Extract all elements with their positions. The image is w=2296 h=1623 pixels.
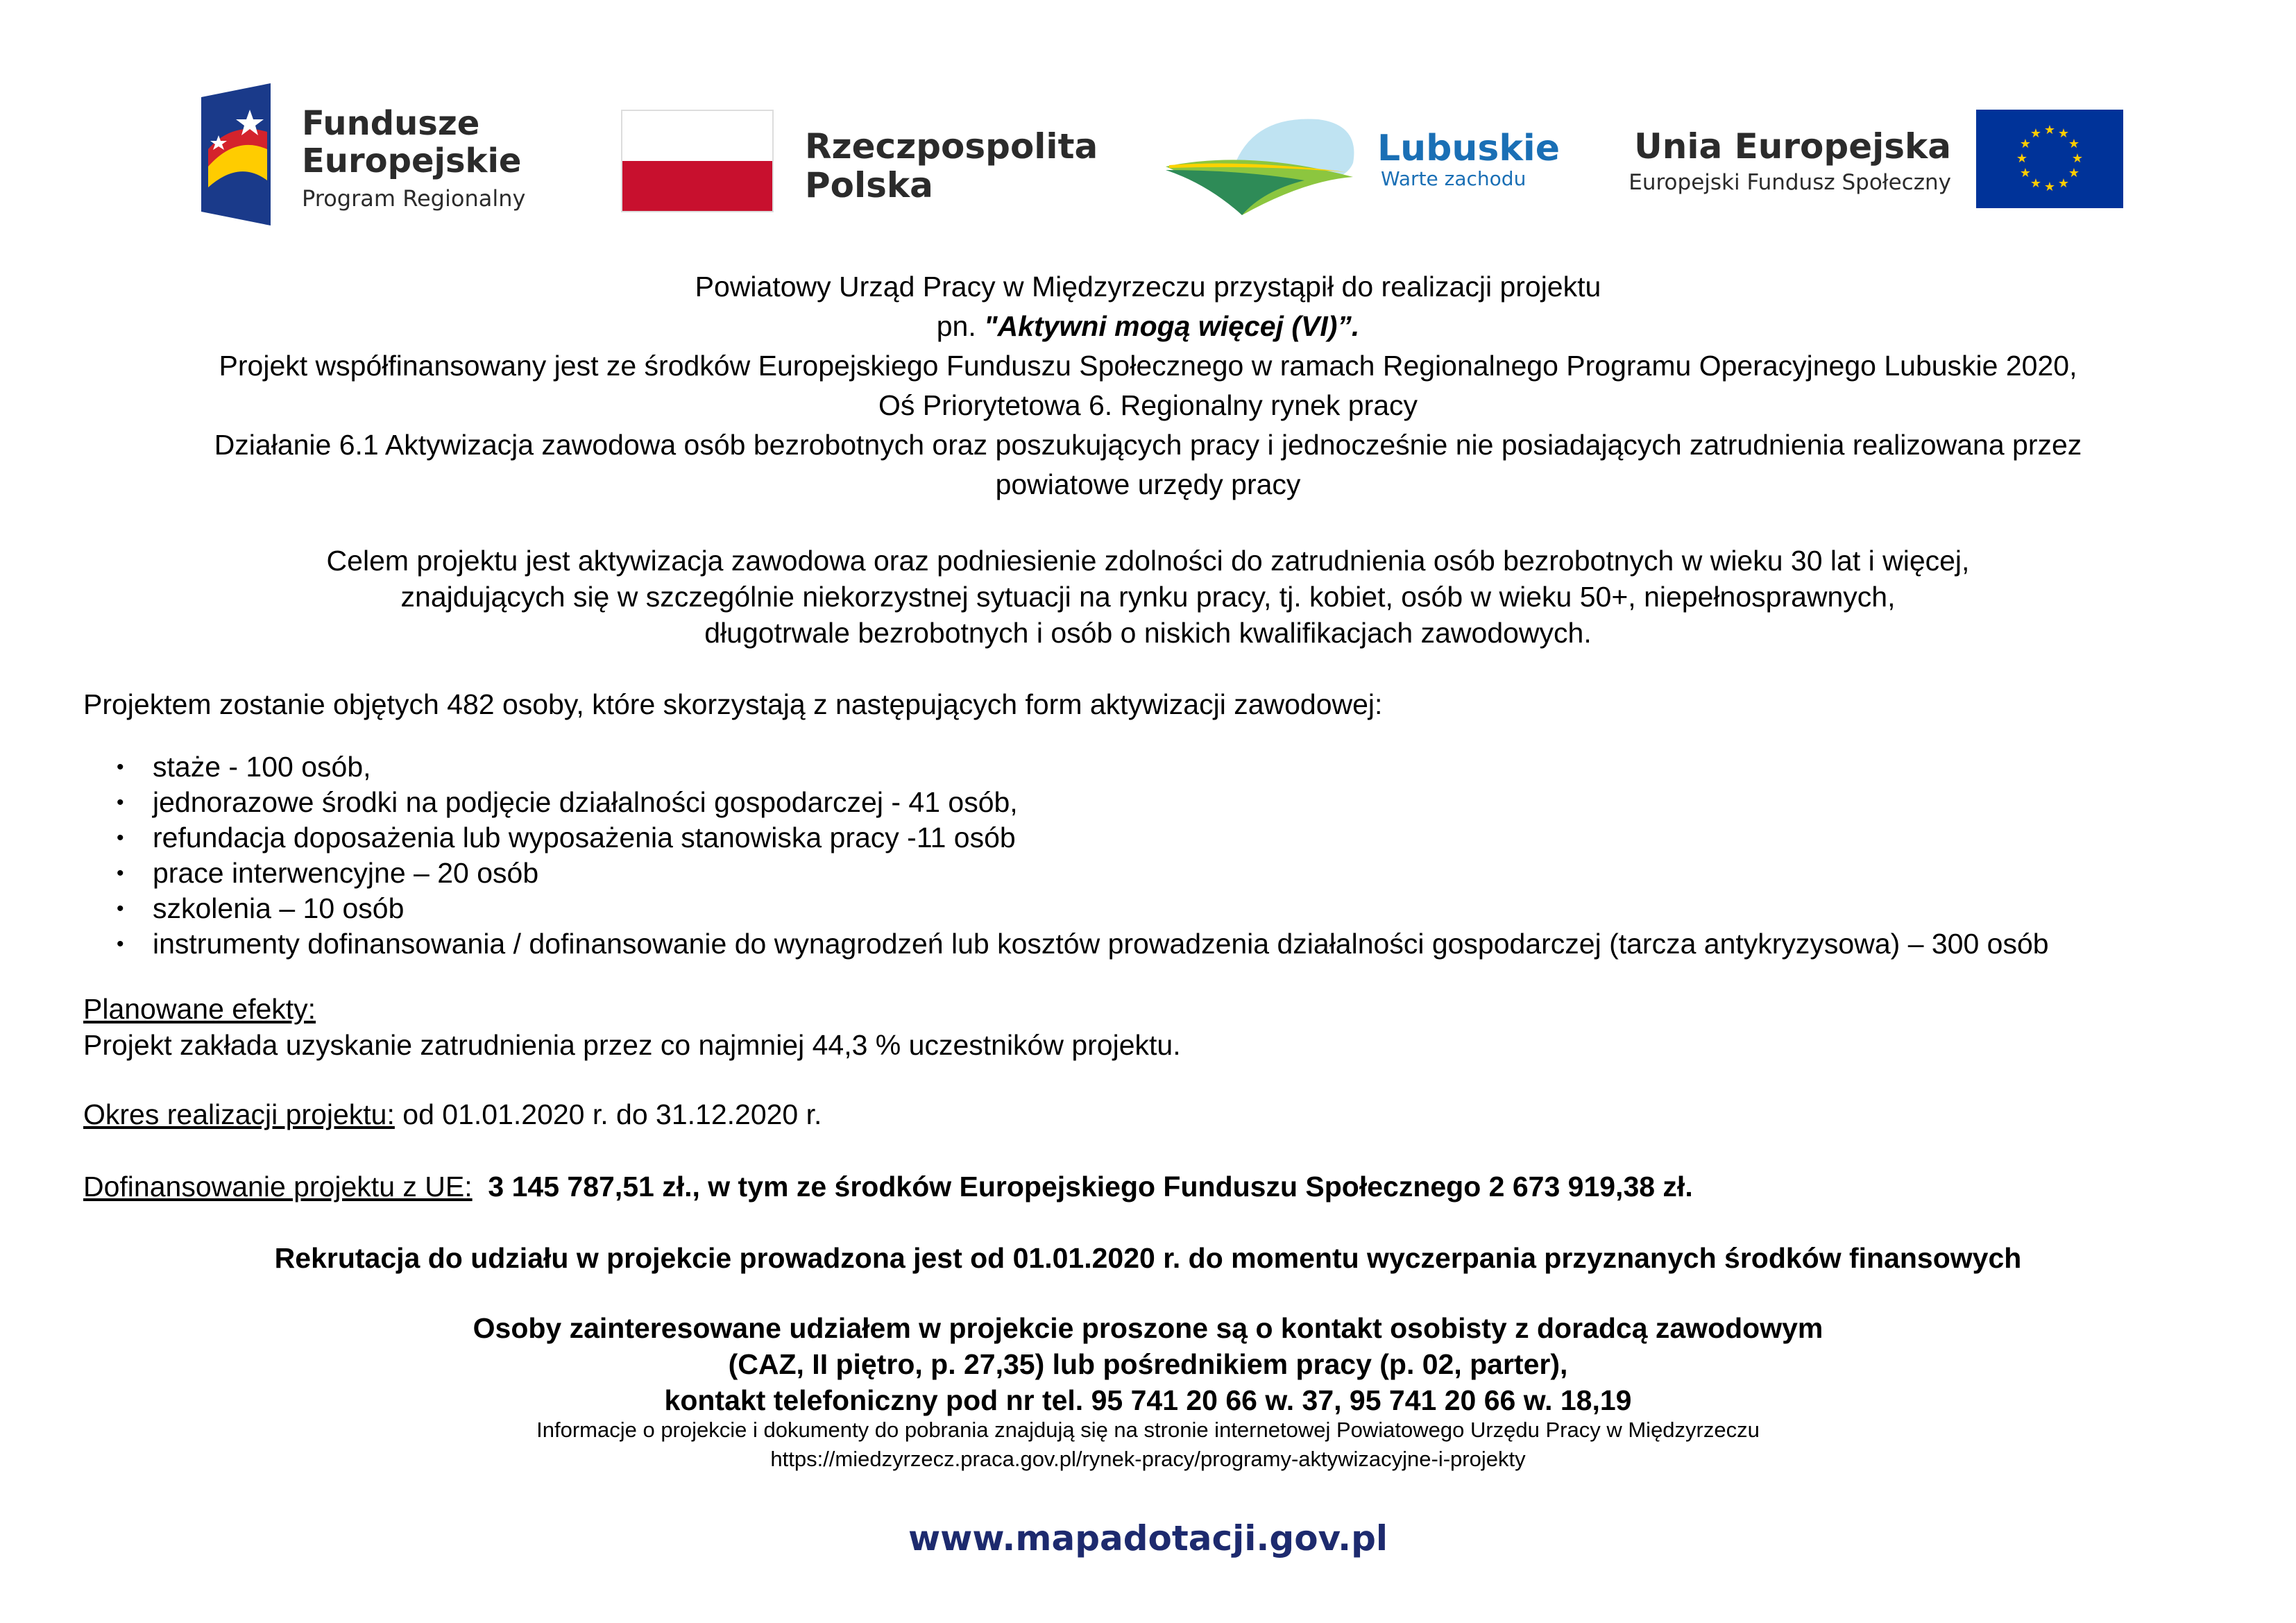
funding-section (83, 1167, 2234, 1207)
polish-flag-icon (621, 110, 774, 212)
svg-text:★: ★ (2057, 126, 2070, 141)
svg-text:★: ★ (2030, 126, 2042, 141)
lubuskie-logo (1166, 111, 1561, 215)
intro-line4: Oś Priorytetowa 6. Regionalny rynek pracy (878, 389, 1418, 421)
svg-text:★: ★ (2030, 176, 2042, 191)
lubuskie-line1: Lubuskie (1377, 128, 1561, 169)
info-url[interactable]: https://miedzyrzecz.praca.gov.pl/rynek-pracy/programy-aktywizacyjne-i-projekty (770, 1447, 1526, 1471)
contact-line3: kontakt telefoniczny pod nr tel. 95 741 20 66 w. 37, 95 741 20 66 w. 18,19 (664, 1384, 1632, 1416)
recruitment-section (0, 1239, 2296, 1278)
project-title: "Aktywni mogą więcej (VI)”. (984, 310, 1360, 342)
logo-bar (0, 0, 2296, 250)
lubuskie-line2: Warte zachodu (1381, 167, 1527, 190)
svg-text:★: ★ (2043, 180, 2056, 194)
unia-europejska-logo (1629, 110, 2123, 214)
svg-text:★: ★ (2019, 166, 2032, 180)
eu-flag-icon (1976, 110, 2123, 208)
list-item: • prace interwencyjne – 20 osób (83, 856, 2296, 891)
contact-line1: Osoby zainteresowane udziałem w projekcie proszone są o kontakt osobisty z doradcą zawodowym (473, 1312, 1823, 1344)
funding-text: 3 145 787,51 zł., w tym ze środków Europejskiego Funduszu Społecznego 2 673 919,38 zł. (472, 1171, 1693, 1203)
rp-line2: Polska (805, 165, 933, 205)
info-section (0, 1416, 2296, 1474)
svg-text:★: ★ (2019, 137, 2032, 151)
ue-line1: Unia Europejska (1634, 126, 1951, 167)
goal-line2: znajdujących się w szczególnie niekorzystnej sytuacji na rynku pracy, tj. kobiet, osób w wieku 50+, niepełnosprawnych, (400, 581, 1896, 613)
svg-text:★: ★ (2071, 151, 2084, 166)
ue-line2: Europejski Fundusz Społeczny (1629, 170, 1951, 195)
goal-line3: długotrwale bezrobotnych i osób o niskich kwalifikacjach zawodowych. (704, 617, 1592, 649)
website-section (0, 1518, 2296, 1558)
effects-section (83, 991, 2234, 1063)
intro-line5: Działanie 6.1 Aktywizacja zawodowa osób bezrobotnych oraz poszukujących pracy i jednocześnie nie posiadających zatrudnienia realizowana przez (214, 429, 2082, 461)
forms-list-section (83, 749, 2296, 962)
list-item: • instrumenty dofinansowania / dofinansowanie do wynagrodzeń lub kosztów prowadzenia działalności gospodarczej (tarcza antykryzysowa) – 300 osób (83, 926, 2296, 962)
goal-section (0, 543, 2296, 651)
funding-label: Dofinansowanie projektu z UE: (83, 1171, 473, 1203)
recruitment-text: Rekrutacja do udziału w projekcie prowadzona jest od 01.01.2020 r. do momentu wyczerpania przyznanych środków finansowych (274, 1242, 2022, 1274)
contact-section (0, 1310, 2296, 1418)
intro-line1: Powiatowy Urząd Pracy w Międzyrzeczu przystąpił do realizacji projektu (695, 271, 1601, 303)
effects-label: Planowane efekty: (83, 993, 316, 1025)
goal-line1: Celem projektu jest aktywizacja zawodowa oraz podniesienie zdolności do zatrudnienia osób bezrobotnych w wieku 30 lat i więcej, (326, 545, 1970, 577)
fundusze-europejskie-icon (201, 83, 278, 226)
intro-line6: powiatowe urzędy pracy (995, 468, 1301, 500)
svg-text:★: ★ (2016, 151, 2028, 166)
info-line1: Informacje o projekcie i dokumenty do pobrania znajdują się na stronie internetowej Powiatowego Urzędu Pracy w Międzyrzeczu (536, 1418, 1760, 1442)
fundusze-europejskie-logo (201, 83, 534, 236)
intro-line2 (0, 307, 2296, 346)
project-prefix: pn. (936, 310, 985, 342)
list-item: • staże - 100 osób, (83, 749, 2296, 785)
fe-line1: Fundusze (302, 104, 480, 143)
forms-list (83, 749, 2296, 962)
list-item: • refundacja doposażenia lub wyposażenia stanowiska pracy -11 osób (83, 820, 2296, 856)
svg-text:★: ★ (2043, 123, 2056, 137)
rp-line1: Rzeczpospolita (805, 126, 1098, 167)
svg-text:★: ★ (2057, 176, 2070, 191)
coverage-text: Projektem zostanie objętych 482 osoby, które skorzystają z następujących form aktywizacji zawodowej: (83, 688, 1383, 720)
contact-line2: (CAZ, II piętro, p. 27,35) lub pośrednikiem pracy (p. 02, parter), (728, 1348, 1568, 1380)
list-item: • jednorazowe środki na podjęcie działalności gospodarczej - 41 osób, (83, 785, 2296, 820)
fe-line3: Program Regionalny (302, 185, 526, 212)
list-item: • szkolenia – 10 osób (83, 891, 2296, 926)
lubuskie-wave-icon (1166, 111, 1367, 215)
coverage-section (83, 685, 2234, 724)
period-text: od 01.01.2020 r. do 31.12.2020 r. (394, 1098, 822, 1130)
period-section (83, 1095, 2234, 1135)
svg-text:★: ★ (2068, 137, 2080, 151)
effects-text: Projekt zakłada uzyskanie zatrudnienia przez co najmniej 44,3 % uczestników projektu. (83, 1029, 1181, 1061)
period-label: Okres realizacji projektu: (83, 1098, 395, 1130)
website-link[interactable]: www.mapadotacji.gov.pl (908, 1518, 1388, 1558)
rzeczpospolita-polska-logo (621, 110, 1098, 214)
intro-line3: Projekt współfinansowany jest ze środków Europejskiego Funduszu Społecznego w ramach Regionalnego Programu Operacyjnego Lubuskie 2020, (219, 350, 2077, 382)
svg-text:★: ★ (2068, 166, 2080, 180)
intro-section (0, 267, 2296, 504)
fe-line2: Europejskie (302, 142, 522, 180)
